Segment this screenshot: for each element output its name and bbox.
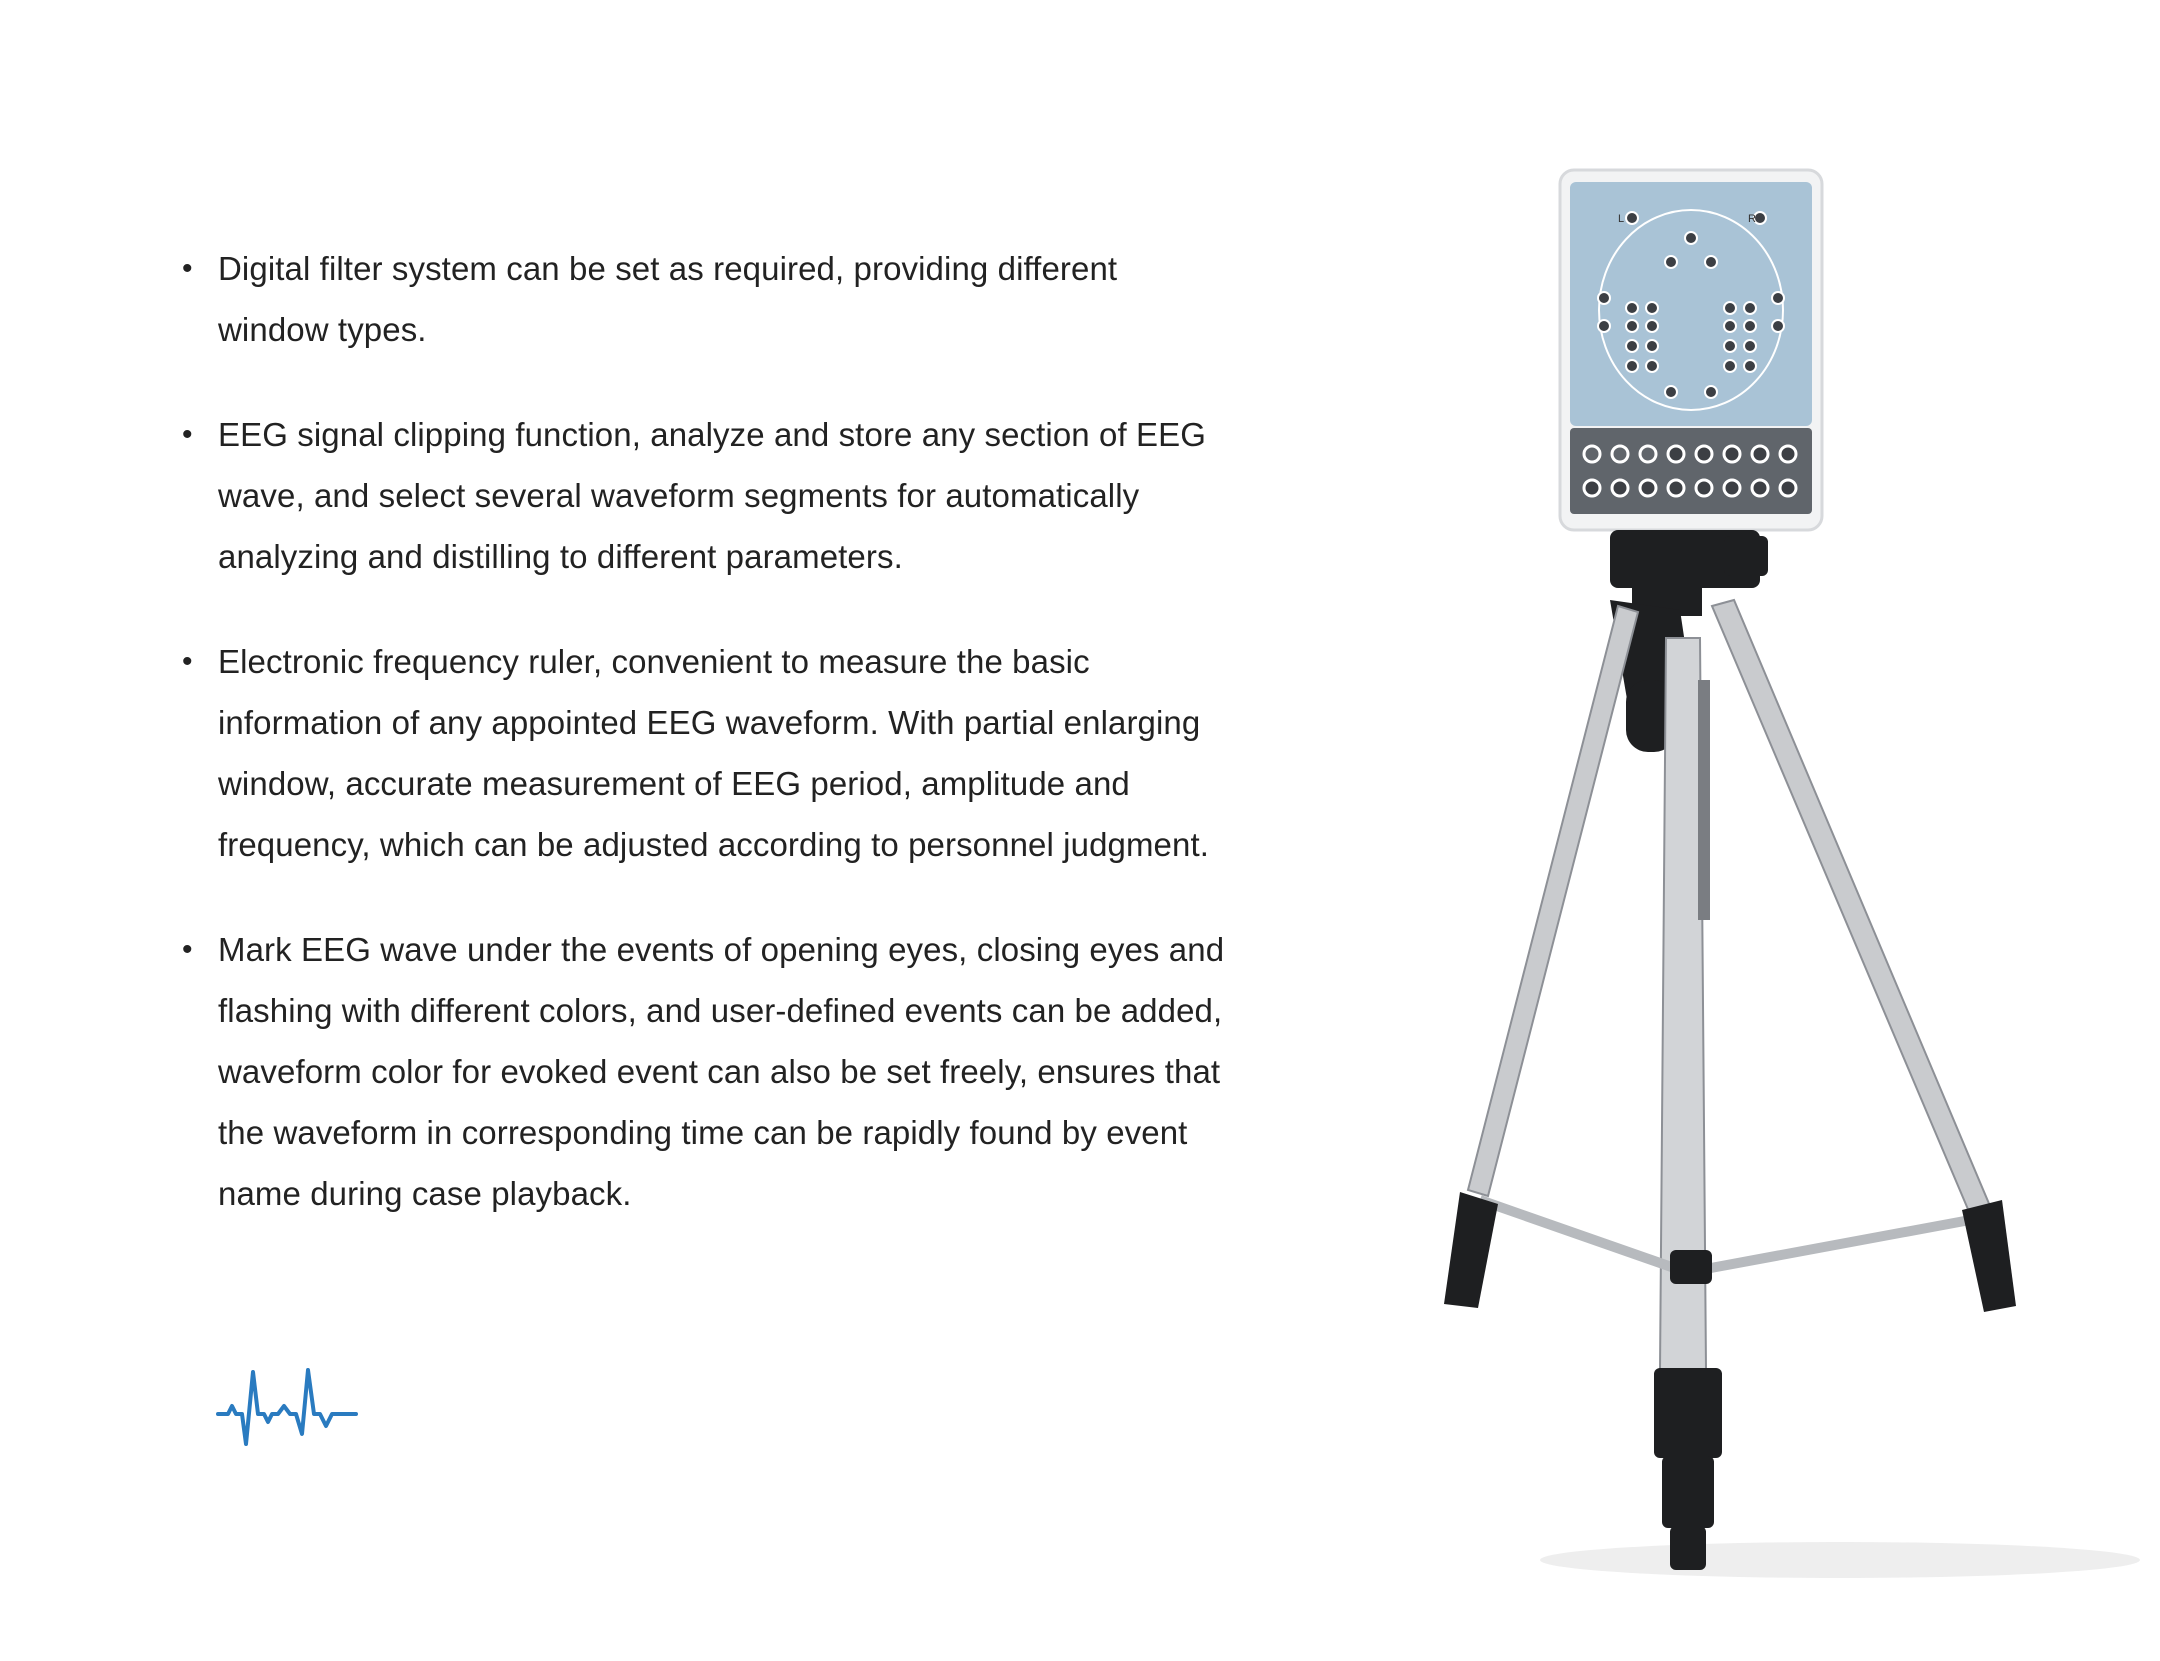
electrode-socket — [1665, 386, 1677, 398]
input-jack — [1668, 446, 1684, 462]
electrode-socket — [1724, 340, 1736, 352]
electrode-socket — [1665, 256, 1677, 268]
bullet-icon: • — [182, 252, 193, 285]
left-label: L — [1618, 213, 1625, 225]
eeg-panel — [1560, 170, 1822, 530]
feature-text: Digital filter system can be set as required, providing different window types. — [218, 250, 1118, 348]
input-jack — [1640, 480, 1656, 496]
input-jack — [1724, 480, 1740, 496]
electrode-socket — [1646, 320, 1658, 332]
electrode-socket — [1772, 320, 1784, 332]
electrode-socket — [1626, 340, 1638, 352]
bullet-icon: • — [182, 933, 193, 966]
feature-item — [170, 238, 1230, 360]
electrode-socket — [1744, 320, 1756, 332]
input-jack — [1752, 480, 1768, 496]
feature-text: EEG signal clipping function, analyze and store any section of EEG wave, and select several waveform segments for automatically analyzing and distilling to different parameters. — [218, 416, 1206, 575]
electrode-socket — [1626, 360, 1638, 372]
bullet-icon: • — [182, 645, 193, 678]
electrode-socket — [1744, 360, 1756, 372]
electrode-socket — [1772, 292, 1784, 304]
input-jack — [1752, 446, 1768, 462]
electrode-socket — [1598, 320, 1610, 332]
heartbeat-wave-icon — [216, 1368, 358, 1452]
electrode-socket — [1646, 340, 1658, 352]
feature-item — [170, 631, 1230, 875]
feature-list — [170, 238, 1230, 1268]
input-jack — [1612, 446, 1628, 462]
feature-item — [170, 919, 1230, 1224]
electrode-socket — [1744, 340, 1756, 352]
input-jack — [1640, 446, 1656, 462]
electrode-socket — [1626, 212, 1638, 224]
electrode-socket — [1724, 320, 1736, 332]
bullet-icon: • — [182, 418, 193, 451]
electrode-socket — [1626, 320, 1638, 332]
feature-text: Electronic frequency ruler, convenient to measure the basic information of any appointed EEG waveform. With partial enlarging window, accurate measurement of EEG period, amplitude and frequency, which can be adjusted according to personnel judgment. — [218, 643, 1210, 863]
input-jack — [1612, 480, 1628, 496]
feature-text: Mark EEG wave under the events of opening eyes, closing eyes and flashing with different colors, and user-defined events can be added, waveform color for evoked event can also be set freely, ensures that the waveform in corresponding time can be rapidly found by event name during case playback. — [218, 931, 1225, 1212]
input-jack — [1584, 446, 1600, 462]
electrode-socket — [1626, 302, 1638, 314]
electrode-socket — [1685, 232, 1697, 244]
right-label: R — [1748, 213, 1756, 225]
electrode-socket — [1705, 256, 1717, 268]
eeg-device-on-tripod — [1370, 160, 2150, 1590]
input-jack — [1780, 480, 1796, 496]
input-jack — [1696, 480, 1712, 496]
electrode-socket — [1724, 360, 1736, 372]
electrode-socket — [1646, 302, 1658, 314]
electrode-socket — [1598, 292, 1610, 304]
input-jack — [1668, 480, 1684, 496]
electrode-socket — [1744, 302, 1756, 314]
feature-item — [170, 404, 1230, 587]
input-jack — [1696, 446, 1712, 462]
input-jack — [1724, 446, 1740, 462]
electrode-socket — [1646, 360, 1658, 372]
electrode-socket — [1705, 386, 1717, 398]
tripod-legs — [1444, 600, 2016, 1570]
input-jack — [1584, 480, 1600, 496]
electrode-socket — [1724, 302, 1736, 314]
input-jack — [1780, 446, 1796, 462]
